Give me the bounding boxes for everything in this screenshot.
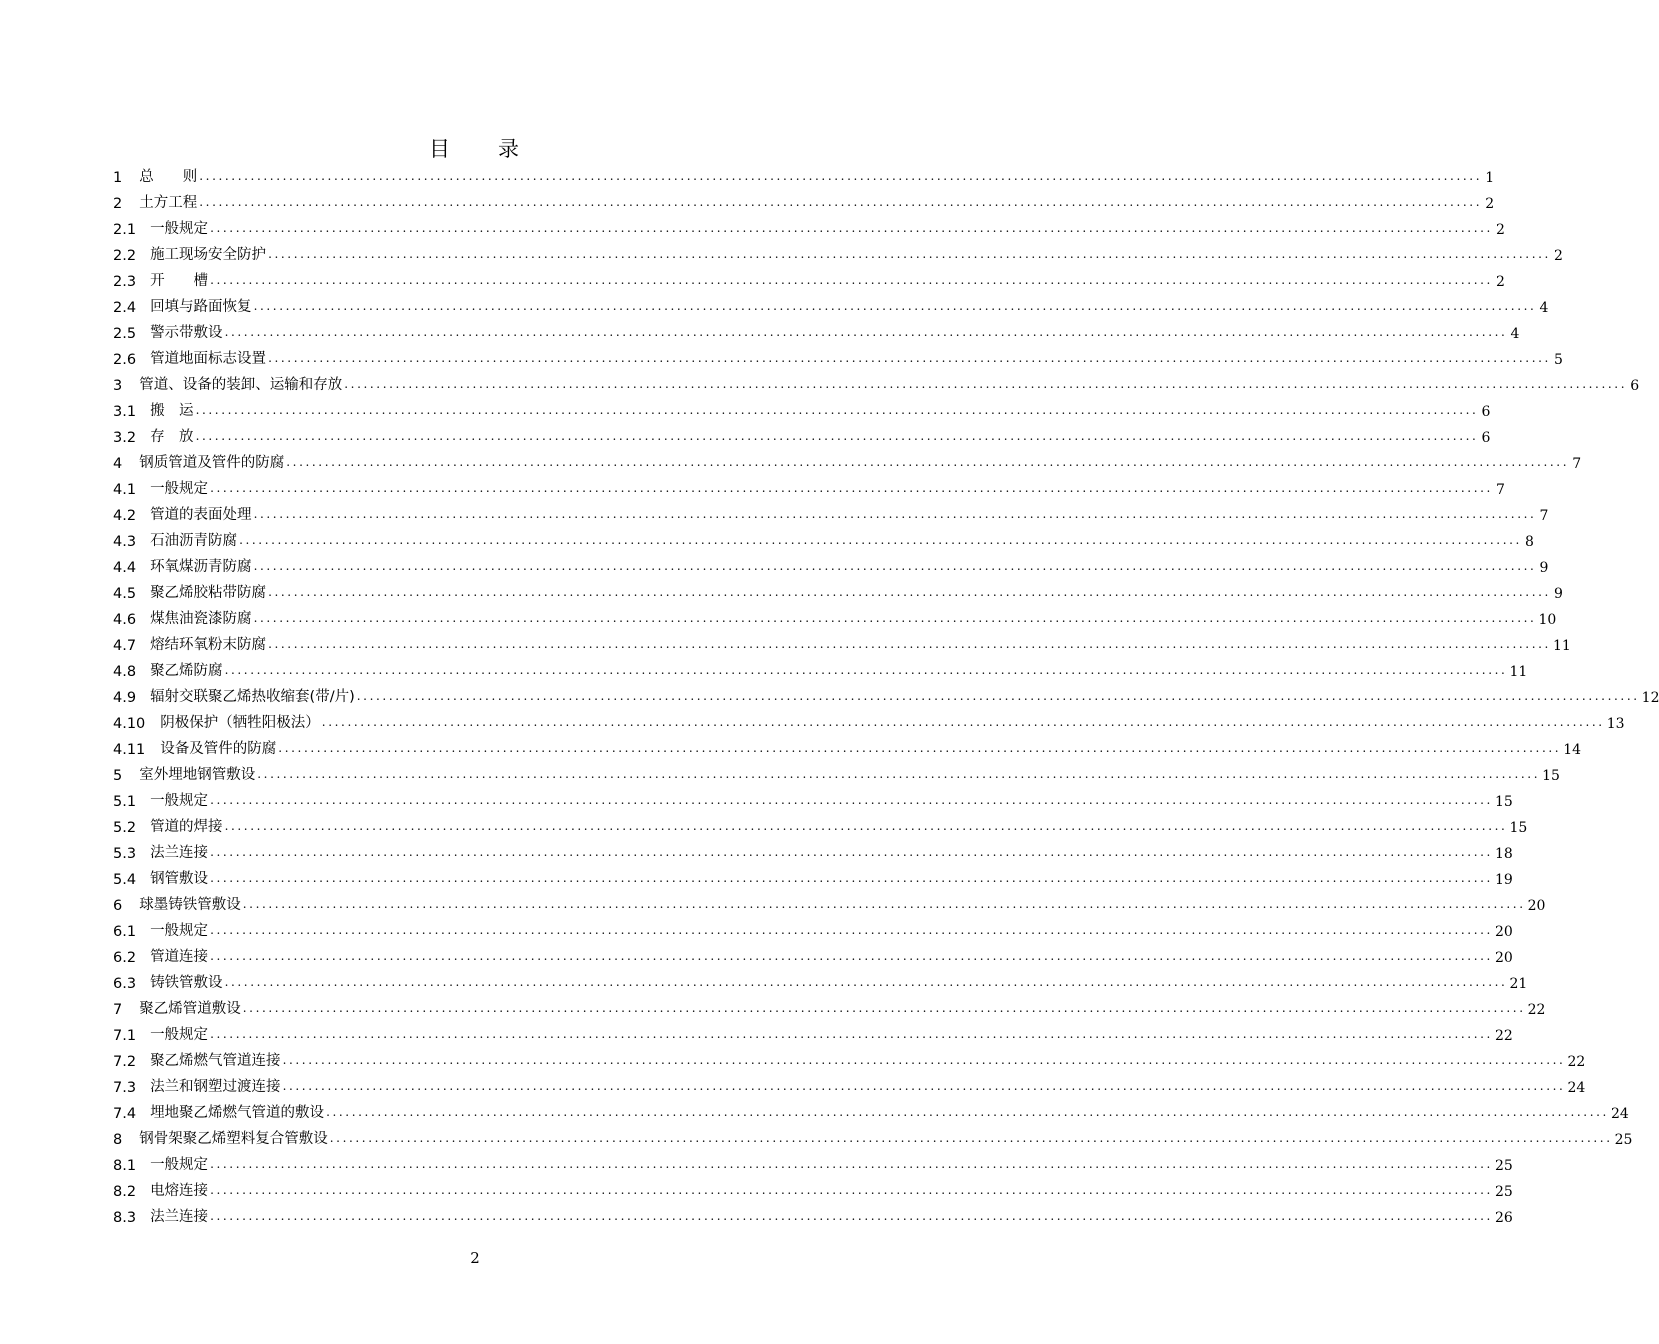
dot-leader: ........................................................................................................................................................................................................ bbox=[344, 377, 1628, 391]
toc-entry-page: 20 bbox=[1527, 898, 1546, 914]
toc-entry[interactable] bbox=[113, 550, 1549, 576]
toc-entry[interactable] bbox=[113, 1200, 1513, 1226]
toc-entry-number: 3.2 bbox=[113, 430, 137, 446]
dot-leader: ........................................................................................................................................................................................................ bbox=[195, 429, 1479, 443]
toc-entry[interactable] bbox=[113, 212, 1505, 238]
toc-entry-page: 21 bbox=[1509, 976, 1528, 992]
toc-entry-number: 2.3 bbox=[113, 274, 137, 290]
toc-title: 目 录 bbox=[429, 137, 521, 161]
toc-entry-number: 4.4 bbox=[113, 560, 137, 576]
dot-leader: ........................................................................................................................................................................................................ bbox=[224, 975, 1508, 989]
dot-leader: ........................................................................................................................................................................................................ bbox=[268, 637, 1551, 651]
toc-entry-number: 4.3 bbox=[113, 534, 137, 550]
toc-entry-page: 15 bbox=[1509, 820, 1528, 836]
toc-entry-title: 土方工程 bbox=[139, 195, 198, 211]
toc-entry-title: 一般规定 bbox=[150, 1027, 209, 1043]
toc-entry[interactable] bbox=[113, 758, 1560, 784]
toc-entry[interactable] bbox=[113, 1018, 1513, 1044]
toc-entry-page: 20 bbox=[1494, 950, 1513, 966]
dot-leader: ........................................................................................................................................................................................................ bbox=[210, 273, 1493, 287]
toc-entry[interactable] bbox=[113, 264, 1505, 290]
toc-entry[interactable] bbox=[113, 1096, 1629, 1122]
toc-entry-page: 6 bbox=[1630, 378, 1640, 394]
toc-entry[interactable] bbox=[113, 706, 1625, 732]
toc-entry[interactable] bbox=[113, 316, 1520, 342]
toc-entry-page: 2 bbox=[1496, 274, 1505, 290]
toc-entry-page: 9 bbox=[1539, 560, 1549, 576]
toc-entry[interactable] bbox=[113, 524, 1534, 550]
toc-entry[interactable] bbox=[113, 992, 1546, 1018]
toc-entry-page: 24 bbox=[1610, 1106, 1629, 1122]
dot-leader: ........................................................................................................................................................................................................ bbox=[278, 741, 1562, 755]
dot-leader: ........................................................................................................................................................................................................ bbox=[199, 195, 1483, 209]
toc-entry-title: 钢骨架聚乙烯塑料复合管敷设 bbox=[139, 1131, 328, 1147]
dot-leader: ........................................................................................................................................................................................................ bbox=[356, 689, 1640, 703]
dot-leader: ........................................................................................................................................................................................................ bbox=[253, 299, 1537, 313]
toc-entry-page: 26 bbox=[1494, 1210, 1513, 1226]
toc-entry-title: 存 放 bbox=[150, 429, 194, 445]
toc-entry-title: 一般规定 bbox=[150, 923, 209, 939]
toc-entry[interactable] bbox=[113, 940, 1513, 966]
toc-entry[interactable] bbox=[113, 290, 1549, 316]
toc-entry-page: 9 bbox=[1554, 586, 1563, 602]
dot-leader: ........................................................................................................................................................................................................ bbox=[242, 1001, 1526, 1015]
toc-entry-number: 4.1 bbox=[113, 482, 137, 498]
dot-leader: ........................................................................................................................................................................................................ bbox=[253, 507, 1537, 521]
toc-entry-page: 7 bbox=[1496, 482, 1505, 498]
toc-entry-title: 阴极保护（牺牲阳极法） bbox=[160, 715, 320, 731]
toc-entry-number: 5.4 bbox=[113, 872, 137, 888]
toc-entry-page: 2 bbox=[1485, 196, 1495, 212]
toc-entry[interactable] bbox=[113, 576, 1563, 602]
toc-entry[interactable] bbox=[113, 862, 1513, 888]
toc-entry-page: 12 bbox=[1641, 690, 1659, 706]
toc-entry-title: 管道、设备的装卸、运输和存放 bbox=[139, 377, 343, 393]
toc-entry[interactable] bbox=[113, 420, 1491, 446]
toc-entry-title: 聚乙烯燃气管道连接 bbox=[150, 1053, 281, 1069]
toc-entry[interactable] bbox=[113, 602, 1557, 628]
toc-entry-number: 5 bbox=[113, 768, 123, 784]
dot-leader: ........................................................................................................................................................................................................ bbox=[242, 897, 1526, 911]
toc-entry-page: 25 bbox=[1494, 1184, 1513, 1200]
toc-entry-title: 一般规定 bbox=[150, 793, 209, 809]
toc-entry[interactable] bbox=[113, 888, 1546, 914]
dot-leader: ........................................................................................................................................................................................................ bbox=[268, 247, 1551, 261]
toc-entry-number: 7.2 bbox=[113, 1054, 137, 1070]
toc-entry-number: 4.5 bbox=[113, 586, 137, 602]
toc-entry-title: 开 槽 bbox=[150, 273, 209, 289]
dot-leader: ........................................................................................................................................................................................................ bbox=[326, 1105, 1609, 1119]
toc-entry[interactable] bbox=[113, 1148, 1513, 1174]
toc-entry-title: 铸铁管敷设 bbox=[150, 975, 223, 991]
dot-leader: ........................................................................................................................................................................................................ bbox=[268, 351, 1551, 365]
toc-entry-title: 煤焦油瓷漆防腐 bbox=[150, 611, 252, 627]
toc-entry-number: 7.4 bbox=[113, 1106, 137, 1122]
toc-entry-number: 4 bbox=[113, 456, 123, 472]
toc-entry-page: 14 bbox=[1563, 742, 1582, 758]
toc-entry[interactable] bbox=[113, 966, 1528, 992]
dot-leader: ........................................................................................................................................................................................................ bbox=[282, 1079, 1566, 1093]
toc-entry-title: 法兰连接 bbox=[150, 845, 209, 861]
toc-entry-page: 4 bbox=[1539, 300, 1549, 316]
toc-entry-page: 2 bbox=[1554, 248, 1563, 264]
toc-entry-number: 4.8 bbox=[113, 664, 137, 680]
toc-entry-title: 总 则 bbox=[139, 169, 198, 185]
toc-entry-page: 5 bbox=[1554, 352, 1563, 368]
toc-entry-title: 一般规定 bbox=[150, 221, 209, 237]
toc-entry[interactable] bbox=[113, 732, 1582, 758]
toc-entry-number: 5.2 bbox=[113, 820, 137, 836]
toc-entry-number: 6 bbox=[113, 898, 123, 914]
toc-entry-title: 辐射交联聚乙烯热收缩套(带/片) bbox=[150, 689, 355, 705]
toc-entry-number: 1 bbox=[113, 170, 123, 186]
toc-entry-number: 4.6 bbox=[113, 612, 137, 628]
toc-entry-title: 埋地聚乙烯燃气管道的敷设 bbox=[150, 1105, 325, 1121]
toc-entry-title: 一般规定 bbox=[150, 481, 209, 497]
toc-entry-title: 熔结环氧粉末防腐 bbox=[150, 637, 267, 653]
toc-entry[interactable] bbox=[113, 368, 1640, 394]
toc-entry-number: 4.2 bbox=[113, 508, 137, 524]
toc-entry-page: 22 bbox=[1494, 1028, 1513, 1044]
toc-entry-title: 聚乙烯胶粘带防腐 bbox=[150, 585, 267, 601]
dot-leader: ........................................................................................................................................................................................................ bbox=[224, 819, 1508, 833]
dot-leader: ........................................................................................................................................................................................................ bbox=[210, 1209, 1493, 1223]
dot-leader: ........................................................................................................................................................................................................ bbox=[210, 793, 1493, 807]
toc-entry-number: 6.1 bbox=[113, 924, 137, 940]
toc-entry-number: 4.9 bbox=[113, 690, 137, 706]
toc-entry-title: 聚乙烯防腐 bbox=[150, 663, 223, 679]
toc-entry-page: 15 bbox=[1494, 794, 1513, 810]
toc-entry-page: 10 bbox=[1538, 612, 1557, 628]
toc-entry-page: 8 bbox=[1525, 534, 1534, 550]
toc-entry-page: 24 bbox=[1567, 1080, 1586, 1096]
toc-entry-number: 3.1 bbox=[113, 404, 137, 420]
toc-entry-title: 警示带敷设 bbox=[150, 325, 223, 341]
toc-entry-title: 搬 运 bbox=[150, 403, 194, 419]
toc-entry-title: 回填与路面恢复 bbox=[150, 299, 252, 315]
toc-entry[interactable] bbox=[113, 810, 1528, 836]
toc-entry-number: 8 bbox=[113, 1132, 123, 1148]
dot-leader: ........................................................................................................................................................................................................ bbox=[253, 559, 1537, 573]
dot-leader: ........................................................................................................................................................................................................ bbox=[239, 533, 1522, 547]
toc-entry-page: 13 bbox=[1606, 716, 1625, 732]
page-number: 2 bbox=[470, 1249, 480, 1267]
toc-entry[interactable] bbox=[113, 238, 1563, 264]
toc-entry-title: 一般规定 bbox=[150, 1157, 209, 1173]
dot-leader: ........................................................................................................................................................................................................ bbox=[210, 845, 1493, 859]
toc-entry-page: 4 bbox=[1510, 326, 1520, 342]
toc-entry[interactable] bbox=[113, 394, 1491, 420]
toc-entry-page: 6 bbox=[1481, 430, 1491, 446]
toc-entry-page: 6 bbox=[1481, 404, 1491, 420]
dot-leader: ........................................................................................................................................................................................................ bbox=[286, 455, 1570, 469]
toc-entry-title: 法兰连接 bbox=[150, 1209, 209, 1225]
toc-entry-title: 设备及管件的防腐 bbox=[160, 741, 277, 757]
toc-entry[interactable] bbox=[113, 680, 1659, 706]
toc-entry-page: 7 bbox=[1539, 508, 1549, 524]
toc-entry[interactable] bbox=[113, 446, 1582, 472]
toc-entry-page: 22 bbox=[1527, 1002, 1546, 1018]
toc-entry-title: 球墨铸铁管敷设 bbox=[139, 897, 241, 913]
toc-entry[interactable] bbox=[113, 628, 1571, 654]
toc-entry[interactable] bbox=[113, 342, 1563, 368]
toc-entry-page: 15 bbox=[1542, 768, 1560, 784]
toc-entry-number: 3 bbox=[113, 378, 123, 394]
dot-leader: ........................................................................................................................................................................................................ bbox=[210, 923, 1493, 937]
toc-entry-number: 4.7 bbox=[113, 638, 137, 654]
dot-leader: ........................................................................................................................................................................................................ bbox=[257, 767, 1541, 781]
dot-leader: ........................................................................................................................................................................................................ bbox=[210, 871, 1493, 885]
toc-entry-number: 6.2 bbox=[113, 950, 137, 966]
toc-entry[interactable] bbox=[113, 472, 1505, 498]
toc-entry[interactable] bbox=[113, 836, 1513, 862]
dot-leader: ........................................................................................................................................................................................................ bbox=[282, 1053, 1566, 1067]
dot-leader: ........................................................................................................................................................................................................ bbox=[210, 1157, 1493, 1171]
toc-entry-title: 管道的焊接 bbox=[150, 819, 223, 835]
toc-entry-number: 8.2 bbox=[113, 1184, 137, 1200]
dot-leader: ........................................................................................................................................................................................................ bbox=[253, 611, 1537, 625]
toc-entry-title: 钢质管道及管件的防腐 bbox=[139, 455, 285, 471]
toc-entry-number: 5.1 bbox=[113, 794, 137, 810]
toc-entry-page: 25 bbox=[1494, 1158, 1513, 1174]
toc-entry-number: 2.1 bbox=[113, 222, 137, 238]
toc-entry-page: 20 bbox=[1494, 924, 1513, 940]
dot-leader: ........................................................................................................................................................................................................ bbox=[329, 1131, 1613, 1145]
toc-entry[interactable] bbox=[113, 1122, 1633, 1148]
toc-entry[interactable] bbox=[113, 1044, 1586, 1070]
toc-entry-page: 19 bbox=[1494, 872, 1513, 888]
toc-entry-title: 钢管敷设 bbox=[150, 871, 209, 887]
toc-entry-title: 管道连接 bbox=[150, 949, 209, 965]
toc-entry-title: 法兰和钢塑过渡连接 bbox=[150, 1079, 281, 1095]
toc-entry-number: 6.3 bbox=[113, 976, 137, 992]
toc-entry-page: 18 bbox=[1494, 846, 1513, 862]
toc-entry[interactable] bbox=[113, 784, 1513, 810]
toc-entry-title: 环氧煤沥青防腐 bbox=[150, 559, 252, 575]
table-of-contents bbox=[113, 160, 1659, 1226]
toc-entry-number: 2 bbox=[113, 196, 123, 212]
toc-entry[interactable] bbox=[113, 1174, 1513, 1200]
toc-entry-number: 8.3 bbox=[113, 1210, 137, 1226]
dot-leader: ........................................................................................................................................................................................................ bbox=[210, 1183, 1493, 1197]
toc-entry-page: 11 bbox=[1509, 664, 1528, 680]
toc-entry[interactable] bbox=[113, 160, 1495, 186]
toc-entry-title: 石油沥青防腐 bbox=[150, 533, 238, 549]
toc-entry-number: 2.5 bbox=[113, 326, 137, 342]
toc-entry-number: 2.6 bbox=[113, 352, 137, 368]
dot-leader: ........................................................................................................................................................................................................ bbox=[268, 585, 1551, 599]
dot-leader: ........................................................................................................................................................................................................ bbox=[210, 949, 1493, 963]
toc-entry-title: 室外埋地钢管敷设 bbox=[139, 767, 256, 783]
toc-entry-number: 5.3 bbox=[113, 846, 137, 862]
toc-entry-title: 电熔连接 bbox=[150, 1183, 209, 1199]
dot-leader: ........................................................................................................................................................................................................ bbox=[199, 169, 1483, 183]
toc-entry-title: 聚乙烯管道敷设 bbox=[139, 1001, 241, 1017]
toc-entry-title: 管道的表面处理 bbox=[150, 507, 252, 523]
dot-leader: ........................................................................................................................................................................................................ bbox=[195, 403, 1479, 417]
toc-entry[interactable] bbox=[113, 1070, 1586, 1096]
toc-entry-page: 25 bbox=[1614, 1132, 1633, 1148]
toc-entry-number: 2.2 bbox=[113, 248, 137, 264]
toc-entry-number: 7 bbox=[113, 1002, 123, 1018]
dot-leader: ........................................................................................................................................................................................................ bbox=[210, 221, 1493, 235]
toc-entry[interactable] bbox=[113, 914, 1513, 940]
dot-leader: ........................................................................................................................................................................................................ bbox=[224, 325, 1508, 339]
dot-leader: ........................................................................................................................................................................................................ bbox=[224, 663, 1508, 677]
toc-entry[interactable] bbox=[113, 654, 1528, 680]
toc-entry[interactable] bbox=[113, 498, 1549, 524]
toc-entry-number: 2.4 bbox=[113, 300, 137, 316]
dot-leader: ........................................................................................................................................................................................................ bbox=[210, 1027, 1493, 1041]
toc-entry-page: 11 bbox=[1552, 638, 1571, 654]
toc-entry[interactable] bbox=[113, 186, 1495, 212]
toc-entry-page: 22 bbox=[1567, 1054, 1586, 1070]
toc-entry-title: 管道地面标志设置 bbox=[150, 351, 267, 367]
dot-leader: ........................................................................................................................................................................................................ bbox=[321, 715, 1605, 729]
toc-entry-page: 1 bbox=[1485, 170, 1495, 186]
dot-leader: ........................................................................................................................................................................................................ bbox=[210, 481, 1493, 495]
toc-entry-number: 4.10 bbox=[113, 716, 146, 732]
toc-entry-number: 8.1 bbox=[113, 1158, 137, 1174]
toc-entry-page: 7 bbox=[1572, 456, 1582, 472]
toc-entry-title: 施工现场安全防护 bbox=[150, 247, 267, 263]
toc-entry-number: 7.1 bbox=[113, 1028, 137, 1044]
toc-entry-number: 4.11 bbox=[113, 742, 146, 758]
toc-entry-page: 2 bbox=[1496, 222, 1505, 238]
toc-entry-number: 7.3 bbox=[113, 1080, 137, 1096]
